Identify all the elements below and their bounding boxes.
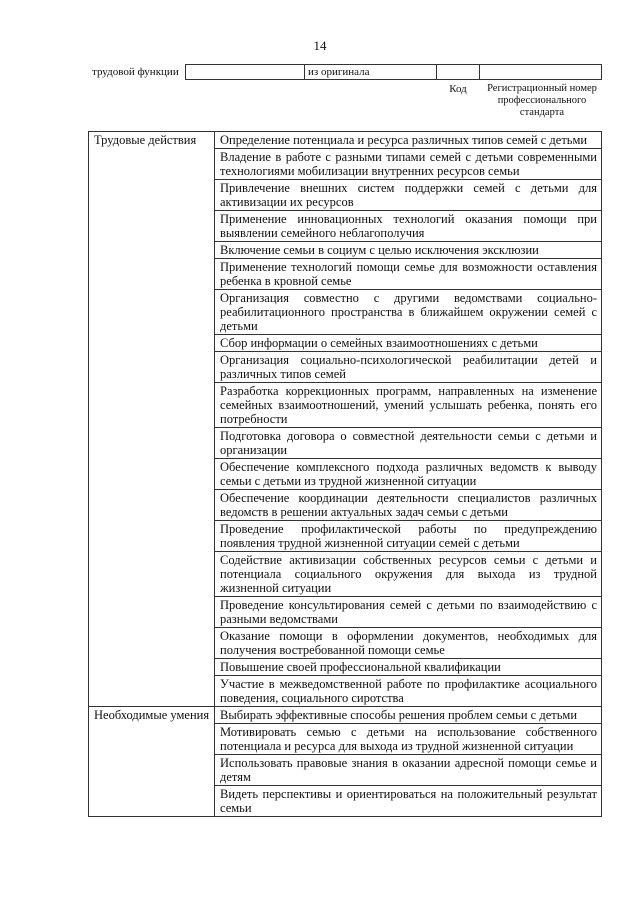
section-label: Необходимые умения	[89, 707, 215, 817]
table-cell-item: Использовать правовые знания в оказании адресной помощи семье и детям	[215, 755, 602, 786]
table-cell-item: Применение технологий помощи семье для возможности оставления ребенка в кровной семье	[215, 259, 602, 290]
function-table	[88, 131, 602, 817]
section-label: Трудовые действия	[89, 132, 215, 707]
table-cell-item: Владение в работе с разными типами семей с детьми современными технологиями мобилизации внутренних ресурсов семьи	[215, 149, 602, 180]
table-cell-item: Сбор информации о семейных взаимоотношениях с детьми	[215, 335, 602, 352]
table-cell-item: Выбирать эффективные способы решения проблем семьи с детьми	[215, 707, 602, 724]
table-cell-item: Организация совместно с другими ведомствами социально-реабилитационного пространства в ближайшем окружении семей с детьми	[215, 290, 602, 335]
table-cell-item: Привлечение внешних систем поддержки семей с детьми для активизации их ресурсов	[215, 180, 602, 211]
header-cell-empty	[185, 64, 305, 80]
table-cell-item: Проведение профилактической работы по предупреждению появления трудной жизненной ситуации семей с детьми	[215, 521, 602, 552]
table-cell-item: Проведение консультирования семей с детьми по взаимодействию с разными ведомствами	[215, 597, 602, 628]
header-cell-reg-number	[479, 64, 602, 80]
header-cell-code	[436, 64, 480, 80]
table-row	[89, 132, 602, 149]
table-row	[89, 707, 602, 724]
table-cell-item: Определение потенциала и ресурса различных типов семей с детьми	[215, 132, 602, 149]
reg-number-caption: Регистрационный номер профессионального стандарта	[487, 83, 597, 118]
table-cell-item: Организация социально-психологической реабилитации детей и различных типов семей	[215, 352, 602, 383]
table-cell-item: Подготовка договора о совместной деятельности семьи с детьми и организации	[215, 428, 602, 459]
table-cell-item: Обеспечение комплексного подхода различных ведомств к выводу семьи с детьми из трудной жизненной ситуации	[215, 459, 602, 490]
table-cell-item: Применение инновационных технологий оказания помощи при выявлении семейного неблагополучия	[215, 211, 602, 242]
page-number: 14	[313, 38, 327, 53]
table-cell-item: Участие в межведомственной работе по профилактике асоциального поведения, социального сиротства	[215, 676, 602, 707]
table-cell-item: Включение семьи в социум с целью исключения эксклюзии	[215, 242, 602, 259]
table-cell-item: Разработка коррекционных программ, направленных на изменение семейных взаимоотношений, умений услышать ребенка, понять его потребности	[215, 383, 602, 428]
table-cell-item: Обеспечение координации деятельности специалистов различных ведомств в решении актуальных задач семьи с детьми	[215, 490, 602, 521]
table-cell-item: Видеть перспективы и ориентироваться на положительный результат семьи	[215, 786, 602, 817]
function-header-label: трудовой функции	[92, 66, 179, 78]
header-cell-origin: из оригинала	[304, 64, 437, 80]
table-cell-item: Оказание помощи в оформлении документов, необходимых для получения востребованной помощи семье	[215, 628, 602, 659]
table-cell-item: Повышение своей профессиональной квалификации	[215, 659, 602, 676]
table-cell-item: Мотивировать семью с детьми на использование собственного потенциала и ресурса для выхода из трудной жизненной ситуации	[215, 724, 602, 755]
table-cell-item: Содействие активизации собственных ресурсов семьи с детьми и потенциала социального окружения для выхода из трудной жизненной ситуации	[215, 552, 602, 597]
code-caption: Код	[449, 83, 467, 95]
